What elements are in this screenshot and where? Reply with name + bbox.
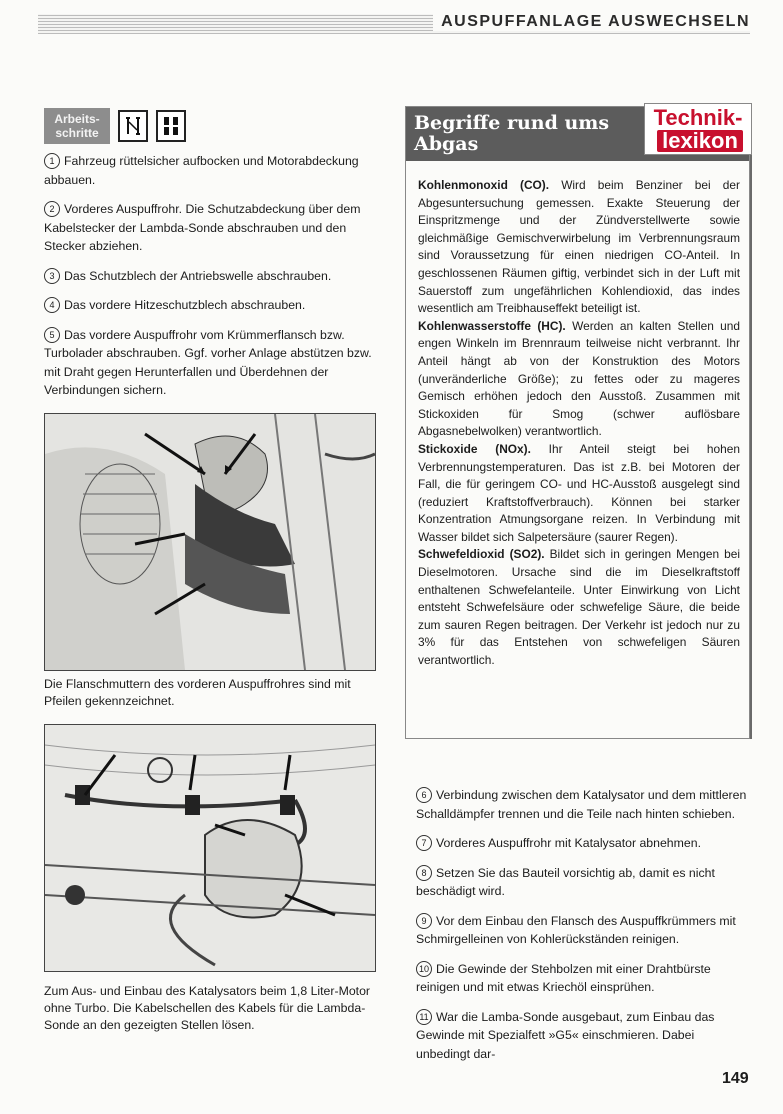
lexikon-body: [418, 177, 740, 670]
catalytic-converter-illustration: [45, 725, 375, 971]
lexikon-entry: [418, 546, 740, 669]
step-item: [416, 786, 750, 823]
step-item: [416, 1008, 750, 1064]
figure1-caption: Die Flanschmuttern des vorderen Auspuffrohres sind mit Pfeilen gekennzeichnet.: [44, 677, 351, 708]
technik-lexikon-box: [405, 106, 750, 739]
step-text: Das vordere Hitzeschutzblech abschrauben.: [64, 298, 306, 312]
step-number: 7: [416, 835, 432, 851]
page-header-title: AUSPUFFANLAGE AUSWECHSELN: [433, 13, 750, 31]
step-text: Das Schutzblech der Antriebswelle abschrauben.: [64, 268, 332, 283]
step-item: [416, 960, 750, 997]
step-text: Fahrzeug rüttelsicher aufbocken und Motorabdeckung abbauen.: [44, 154, 359, 187]
step-number: 10: [416, 961, 432, 977]
step-number: 1: [44, 153, 60, 169]
steps-list-top: [44, 152, 376, 411]
badge-line2: lexikon: [657, 130, 743, 152]
step-item: [416, 864, 750, 901]
steps-list-right: [416, 786, 750, 1074]
step-text: Vor dem Einbau den Flansch des Auspuffkrümmers mit Schmirgelleinen von Kohlerückständen reinigen.: [416, 913, 736, 946]
step-number: 6: [416, 787, 432, 803]
step-item: [416, 912, 750, 949]
lexikon-text: Ihr Anteil steigt bei hohen Verbrennungstemperaturen. Das ist z.B. bei Motoren der Fall, die für geringem CO- und HC-Ausstoß ausgelegt sind (reduziert Kraftstoffverbrauch). Können bei starker Konzentration Atmungsorgane reizen. In Verbindung mit Wasser bildet sich Salpetersäure (saurer Regen).: [418, 441, 740, 544]
technik-lexikon-badge: [644, 103, 752, 155]
step-number: 9: [416, 913, 432, 929]
step-item: [44, 152, 376, 189]
step-item: [44, 296, 376, 315]
steps-header: [44, 108, 186, 144]
lexikon-term: Stickoxide (NOx).: [418, 441, 531, 456]
step-number: 3: [44, 268, 60, 284]
page-number: 149: [722, 1070, 749, 1087]
lexikon-term: Kohlenmonoxid (CO).: [418, 178, 550, 192]
badge-line1: Technik-: [653, 105, 743, 130]
step-text: Vorderes Auspuffrohr. Die Schutzabdeckung über dem Kabelstecker der Lambda-Sonde abschrauben und den Stecker abziehen.: [44, 202, 361, 253]
exhaust-flange-illustration: [45, 414, 375, 670]
figure-catalytic-converter: [44, 724, 376, 972]
step-item: [44, 267, 376, 286]
step-number: 8: [416, 865, 432, 881]
step-text: Verbindung zwischen dem Katalysator und dem mittleren Schalldämpfer trennen und die Teile nach hinten schieben.: [416, 788, 747, 821]
step-text: Das vordere Auspuffrohr vom Krümmerflansch bzw. Turbolader abschrauben. Ggf. vorher Anlage abstützen bzw. mit Draht gegen Herunterfallen und Überdehnen der Verbindungen sichern.: [44, 327, 372, 397]
lexikon-text: Werden an kalten Stellen und engen Winkeln im Brennraum teilweise nicht verbrannt. Ihr Anteil hängt ab von der Konstruktion des Motors (unveränderliche Größe); zu fettes oder zu mageres Gemisch erhöhen jedoch den Ausstoß. Zusammen mit Stickoxiden für Smog (schwer auflösbare Abgasnebelwolken) verantwortlich.: [418, 318, 740, 439]
figure-exhaust-flange: [44, 413, 376, 671]
lexikon-title: Begriffe rund ums Abgas: [414, 112, 610, 155]
step-text: Vorderes Auspuffrohr mit Katalysator abnehmen.: [436, 836, 701, 850]
lexikon-entry: [418, 441, 740, 547]
step-number: 11: [416, 1009, 432, 1025]
step-number: 2: [44, 201, 60, 217]
parts-icon: [156, 110, 186, 142]
step-item: [44, 326, 376, 400]
step-number: 5: [44, 327, 60, 343]
step-item: [416, 834, 750, 853]
lexikon-entry: [418, 318, 740, 441]
lexikon-text: Bildet sich in geringen Mengen bei Dieselmotoren. Ursache sind die im Dieselkraftstoff enthaltenen Schwefelanteile. Unter Einwirkung von Licht entsteht Schwefelsäure oder schwefelige Säure, die beide zum sauren Regen beitragen. Der Verkehr ist jedoch nur zu 3% für das Entstehen von schwefeligen Säuren verantwortlich.: [418, 547, 740, 668]
step-number: 4: [44, 297, 60, 313]
step-text: War die Lamba-Sonde ausgebaut, zum Einbau das Gewinde mit Spezialfett »G5« einschmieren. Dabei unbedingt dar-: [416, 1009, 715, 1061]
lexikon-entry: [418, 177, 740, 318]
step-item: [44, 200, 376, 256]
lexikon-text: Wird beim Benziner bei der Abgesuntersuchung gemessen. Exakte Steuerung der Einspritzmenge und der Zündverstellwerte sowie gleichmäßige Gemischverwirbelung im Verbrennungsraum sind Voraussetzung für einen niedrigen CO-Anteil. In geschlossenen Räumen giftig, verbindet sich in der Luft mit Sauerstoff zum ungefährlichen Kohlendioxid, das indes wesentlich am Treibhauseffekt beteiligt ist.: [418, 178, 740, 316]
lexikon-term: Kohlenwasserstoffe (HC).: [418, 318, 566, 333]
wrench-tools-icon: [118, 110, 148, 142]
figure2-caption: Zum Aus- und Einbau des Katalysators beim 1,8 Liter-Motor ohne Turbo. Die Kabelschellen des Kabels für die Lambda-Sonde an den gezeigten Stellen lösen.: [44, 984, 371, 1032]
step-text: Die Gewinde der Stehbolzen mit einer Drahtbürste reinigen und mit etwas Kriechöl einsprühen.: [416, 961, 711, 994]
steps-label: Arbeits- schritte: [44, 108, 110, 144]
step-text: Setzen Sie das Bauteil vorsichtig ab, damit es nicht beschädigt wird.: [416, 865, 715, 898]
lexikon-term: Schwefeldioxid (SO2).: [418, 547, 545, 562]
